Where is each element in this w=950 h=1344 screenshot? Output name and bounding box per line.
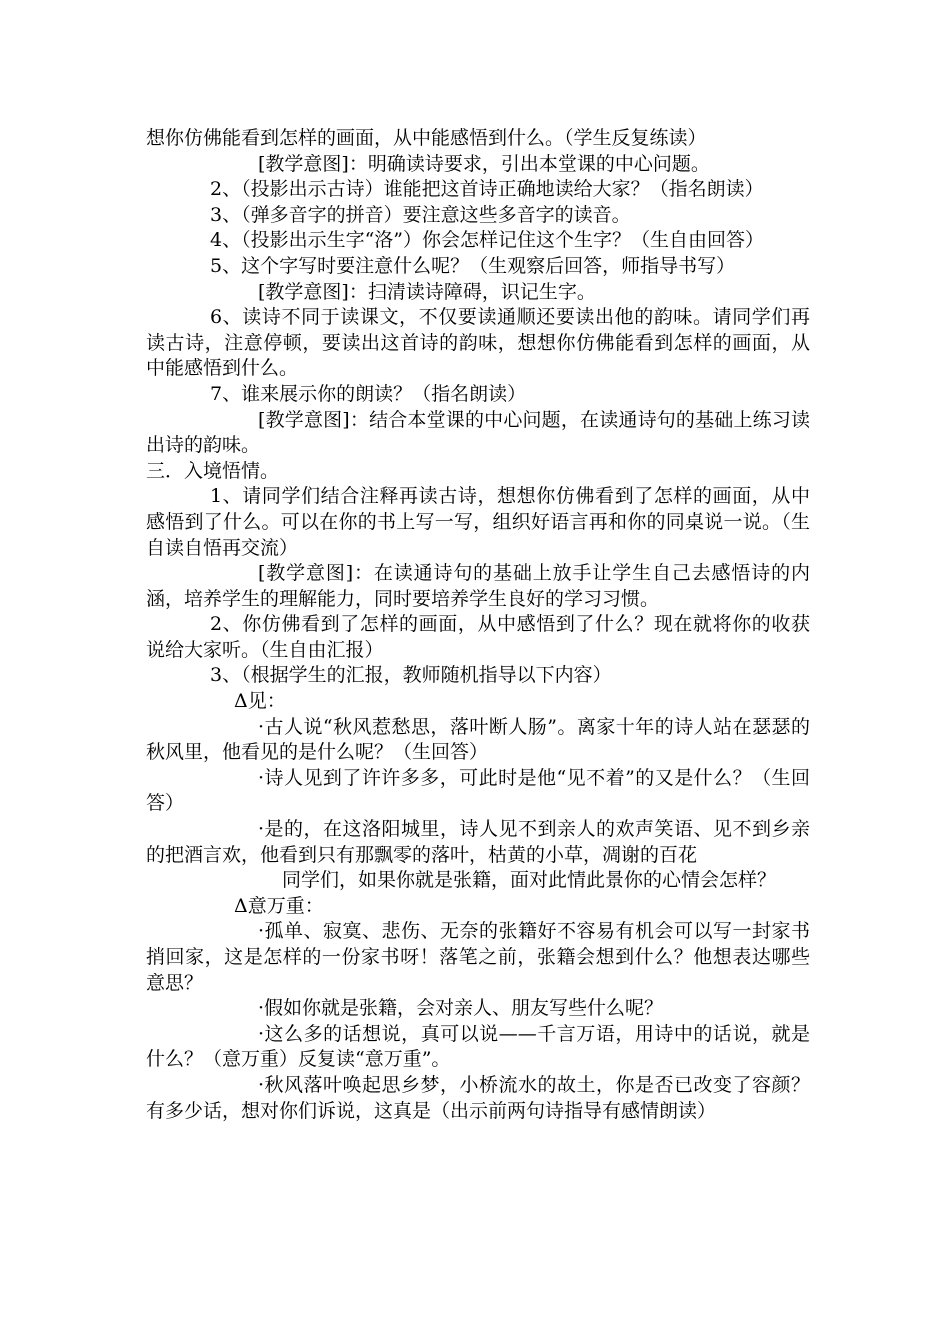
step-3: 3、（弹多音字的拼音）要注意这些多音字的读音。 (210, 203, 631, 226)
teaching-intent-2: [教学意图]：扫清读诗障碍，识记生字。 (258, 280, 596, 303)
bullet-item: ·假如你就是张籍，会对亲人、朋友写些什么呢？ (258, 997, 664, 1020)
subheading-yiwanzhong: Δ意万重： (234, 894, 324, 917)
bullet-item: ·诗人见到了许许多多，可此时是他“见不着”的又是什么？（生回答） (146, 766, 810, 815)
step-4: 4、（投影出示生字“洛”）你会怎样记住这个生字？（生自由回答） (210, 229, 765, 252)
teaching-intent-1: [教学意图]：明确读诗要求，引出本堂课的中心问题。 (258, 152, 710, 175)
step-2: 2、（投影出示古诗）谁能把这首诗正确地读给大家？（指名朗读） (210, 178, 764, 201)
paragraph-continuation: 想你仿佛能看到怎样的画面，从中能感悟到什么。（学生反复练读） (146, 127, 707, 149)
section-heading-3: 三．入境悟情。 (146, 459, 280, 482)
teacher-prompt: 同学们，如果你就是张籍，面对此情此景你的心情会怎样？ (282, 869, 777, 892)
section3-step-3: 3、（根据学生的汇报，教师随机指导以下内容） (210, 664, 612, 687)
section3-step-1: 1、请同学们结合注释再读古诗，想想你仿佛看到了怎样的画面，从中感悟到了什么。可以在你的书上写一写，组织好语言再和你的同桌说一说。（生自读自悟再交流） (146, 485, 810, 559)
teaching-intent-3: [教学意图]：结合本堂课的中心问题，在读通诗句的基础上练习读出诗的韵味。 (146, 408, 810, 457)
bullet-item: ·孤单、寂寞、悲伤、无奈的张籍好不容易有机会可以写一封家书捎回家，这是怎样的一份家书呀！落笔之前，张籍会想到什么？他想表达哪些意思？ (146, 920, 810, 994)
bullet-item: ·这么多的话想说，真可以说——千言万语，用诗中的话说，就是什么？（意万重）反复读“意万重”。 (146, 1022, 810, 1071)
step-7: 7、谁来展示你的朗读？（指名朗读） (210, 382, 527, 405)
bullet-item: ·秋风落叶唤起思乡梦，小桥流水的故土，你是否已改变了容颜？有多少话，想对你们诉说，这真是（出示前两句诗指导有感情朗读） (146, 1073, 810, 1122)
step-5: 5、这个字写时要注意什么呢？（生观察后回答，师指导书写） (210, 254, 736, 277)
step-6: 6、读诗不同于读课文，不仅要读通顺还要读出他的韵味。请同学们再读古诗，注意停顿，要读出这首诗的韵味，想想你仿佛能看到怎样的画面，从中能感悟到什么。 (146, 306, 810, 380)
bullet-item: ·古人说“秋风惹愁思，落叶断人肠”。离家十年的诗人站在瑟瑟的秋风里，他看见的是什么呢？（生回答） (146, 715, 810, 764)
document-body (146, 126, 810, 1124)
teaching-intent-4: [教学意图]：在读通诗句的基础上放手让学生自己去感悟诗的内涵，培养学生的理解能力，同时要培养学生良好的学习习惯。 (146, 562, 810, 610)
subheading-jian: Δ见： (234, 690, 286, 713)
section3-step-2: 2、你仿佛看到了怎样的画面，从中感悟到了什么？现在就将你的收获说给大家听。（生自由汇报） (146, 613, 810, 661)
bullet-item: ·是的，在这洛阳城里，诗人见不到亲人的欢声笑语、见不到乡亲的把酒言欢，他看到只有那飘零的落叶，枯黄的小草，凋谢的百花 (146, 818, 810, 866)
